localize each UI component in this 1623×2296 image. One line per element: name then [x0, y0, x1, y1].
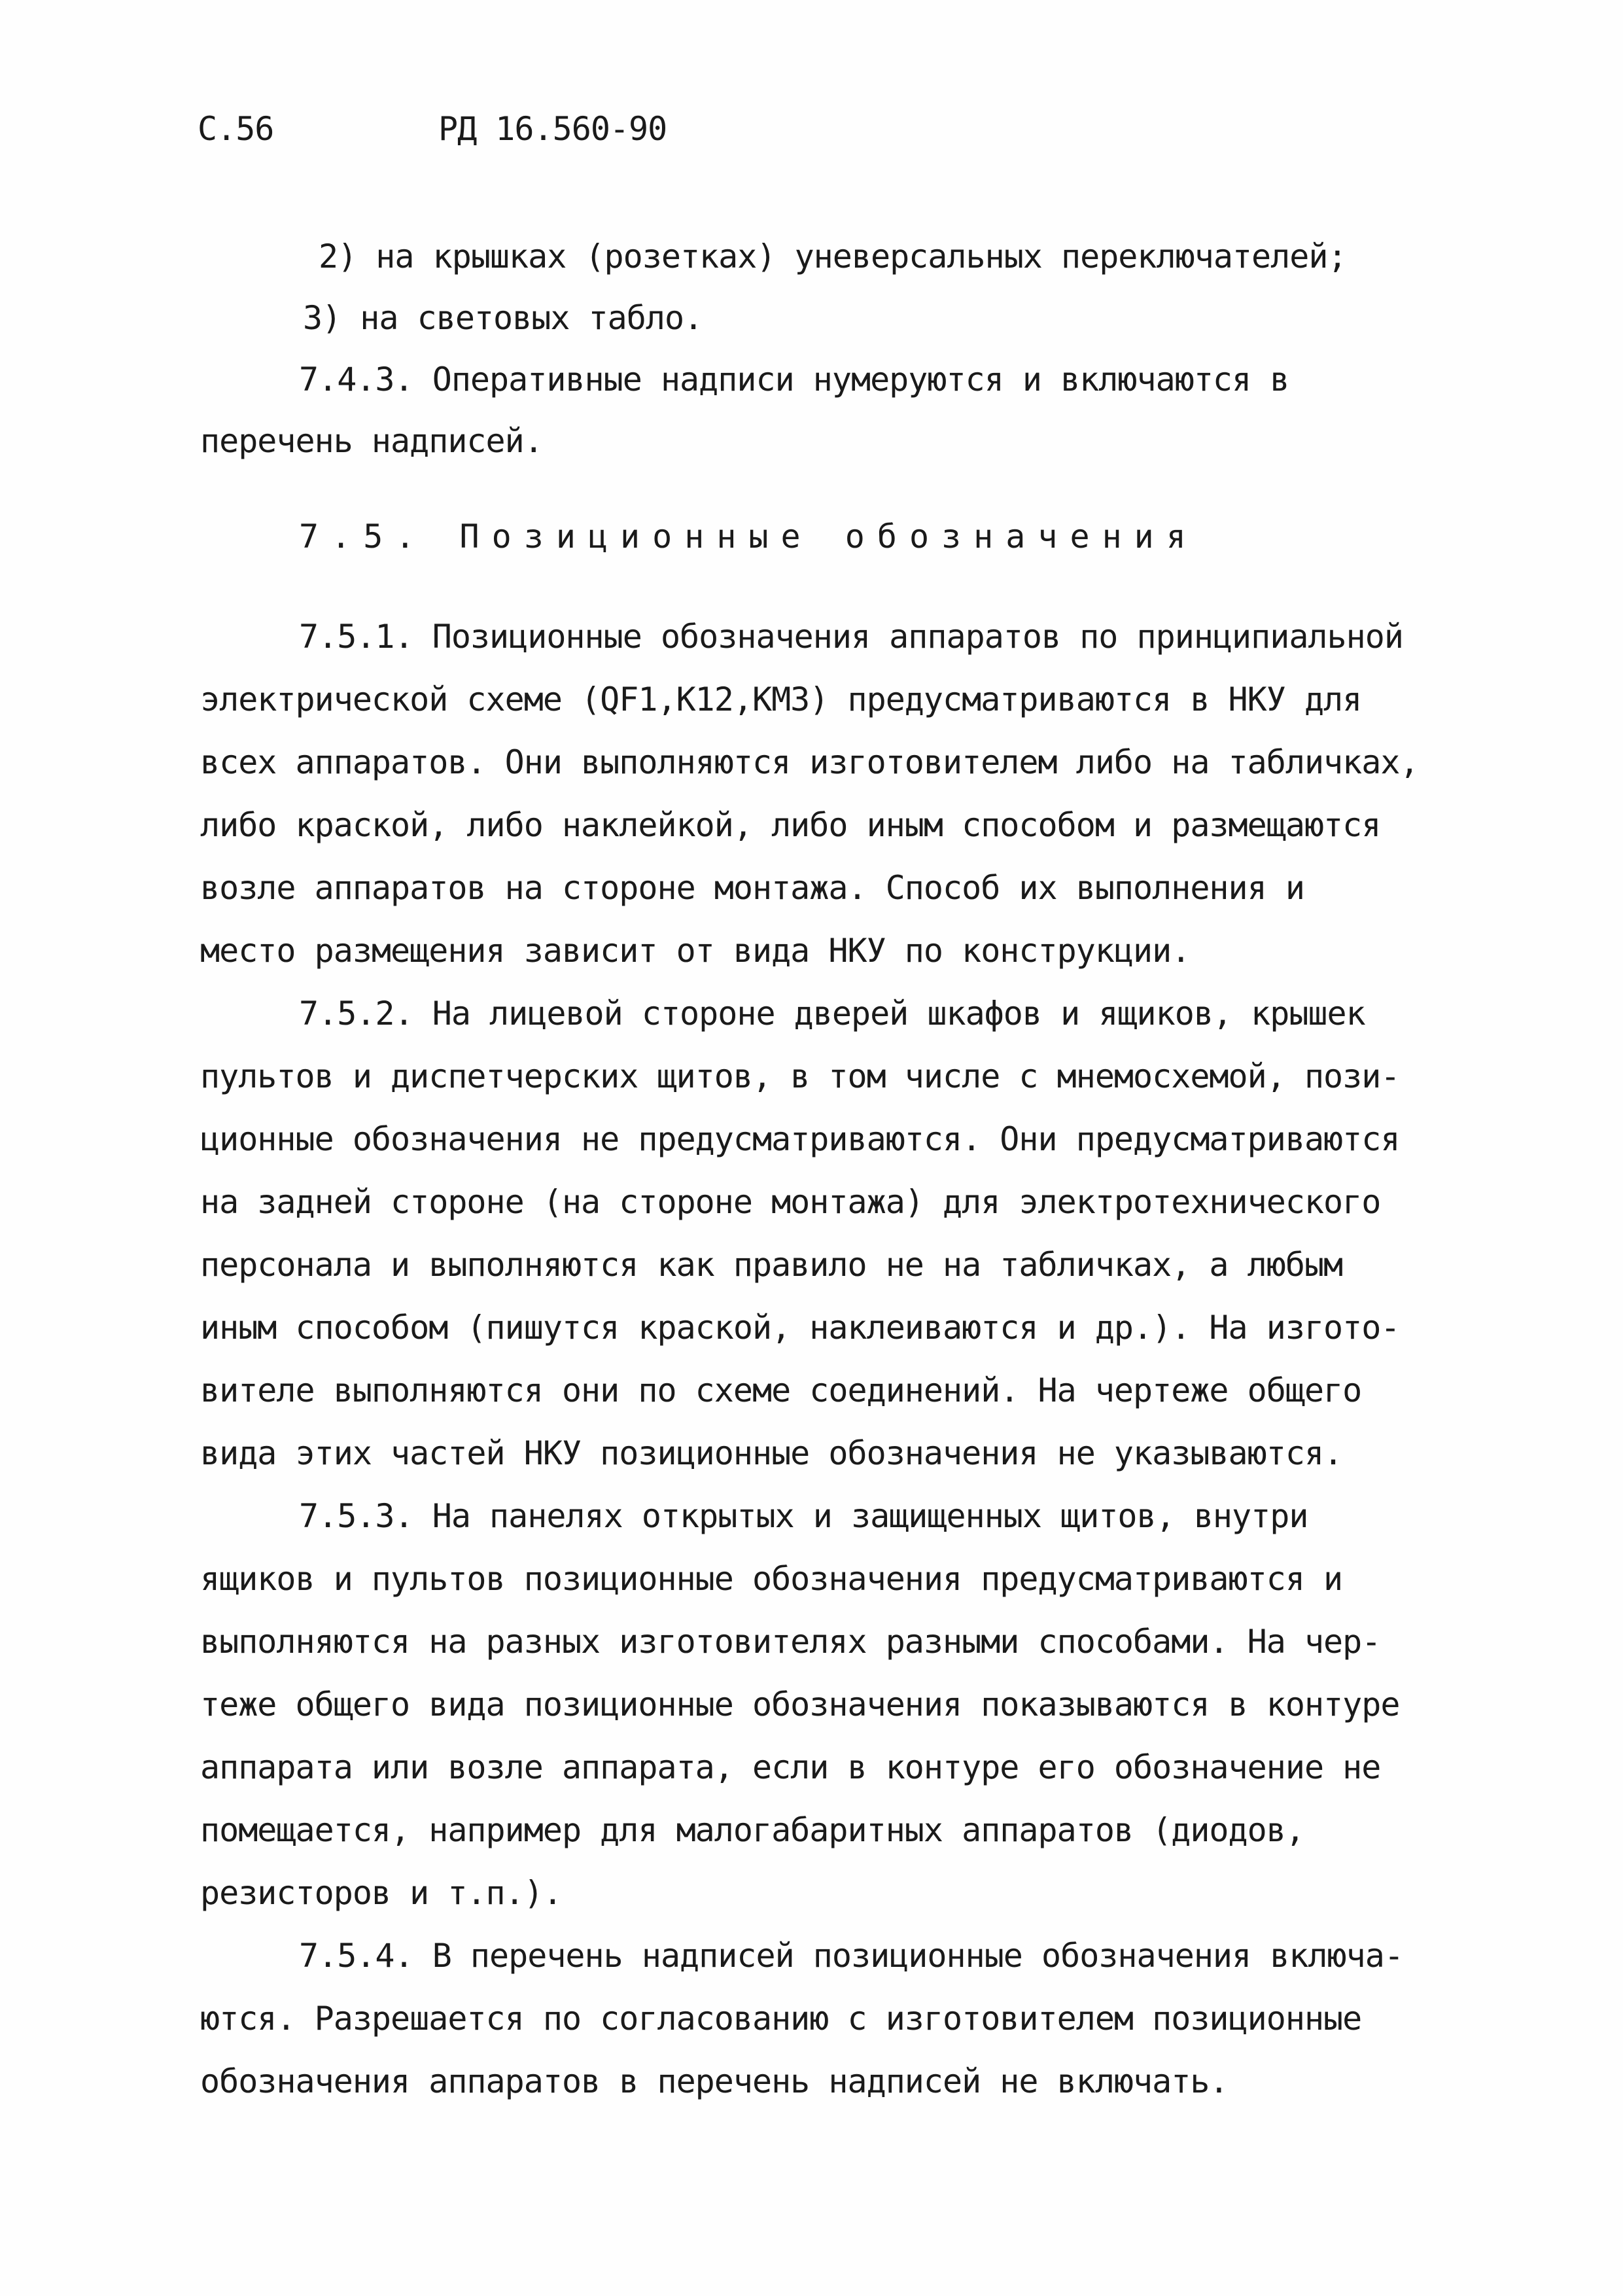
- text-line: вида этих частей НКУ позиционные обозначения не указываются.: [200, 1434, 1343, 1472]
- text-line: пультов и диспетчерских щитов, в том числе с мнемосхемой, пози-: [200, 1057, 1400, 1095]
- text-line: перечень надписей.: [200, 422, 543, 460]
- text-line: 2) на крышках (розетках) уневерсальных переключателей;: [319, 238, 1347, 275]
- text-line: аппарата или возле аппарата, если в контуре его обозначение не: [200, 1748, 1381, 1786]
- text-line: ящиков и пультов позиционные обозначения предусматриваются и: [200, 1560, 1343, 1598]
- text-line: 7.5.3. На панелях открытых и защищенных щитов, внутри: [299, 1497, 1308, 1535]
- page-number: С.56: [198, 110, 274, 148]
- text-line: всех аппаратов. Они выполняются изготовителем либо на табличках,: [200, 743, 1419, 781]
- text-line: резисторов и т.п.).: [200, 1874, 562, 1912]
- text-line: возле аппаратов на стороне монтажа. Способ их выполнения и: [200, 869, 1304, 907]
- text-line: на задней стороне (на стороне монтажа) для электротехнического: [200, 1183, 1381, 1221]
- text-line: либо краской, либо наклейкой, либо иным способом и размещаются: [200, 806, 1381, 844]
- text-line: ются. Разрешается по согласованию с изготовителем позиционные: [200, 2000, 1362, 2038]
- text-line: 7.4.3. Оперативные надписи нумеруются и включаются в: [299, 361, 1289, 398]
- document-code: РД 16.560-90: [438, 110, 667, 148]
- text-line: вителе выполняются они по схеме соединений. На чертеже общего: [200, 1371, 1362, 1409]
- section-title: 7.5. Позиционные обозначения: [299, 518, 1198, 556]
- text-line: ционные обозначения не предусматриваются. Они предусматриваются: [200, 1120, 1400, 1158]
- text-line: иным способом (пишутся краской, наклеиваются и др.). На изгото-: [200, 1309, 1400, 1347]
- text-line: 7.5.4. В перечень надписей позиционные обозначения включа-: [299, 1937, 1403, 1975]
- text-line: теже общего вида позиционные обозначения показываются в контуре: [200, 1686, 1400, 1723]
- text-line: электрической схеме (QF1,K12,KM3) предусматриваются в НКУ для: [200, 680, 1362, 718]
- text-line: место размещения зависит от вида НКУ по конструкции.: [200, 932, 1191, 970]
- text-line: выполняются на разных изготовителях разными способами. На чер-: [200, 1623, 1381, 1661]
- text-line: 3) на световых табло.: [303, 299, 703, 337]
- text-line: помещается, например для малогабаритных аппаратов (диодов,: [200, 1811, 1304, 1849]
- text-line: 7.5.1. Позиционные обозначения аппаратов по принципиальной: [299, 618, 1403, 656]
- text-line: обозначения аппаратов в перечень надписей не включать.: [200, 2062, 1229, 2100]
- text-line: персонала и выполняются как правило не на табличках, а любым: [200, 1246, 1343, 1284]
- text-line: 7.5.2. На лицевой стороне дверей шкафов и ящиков, крышек: [299, 995, 1365, 1033]
